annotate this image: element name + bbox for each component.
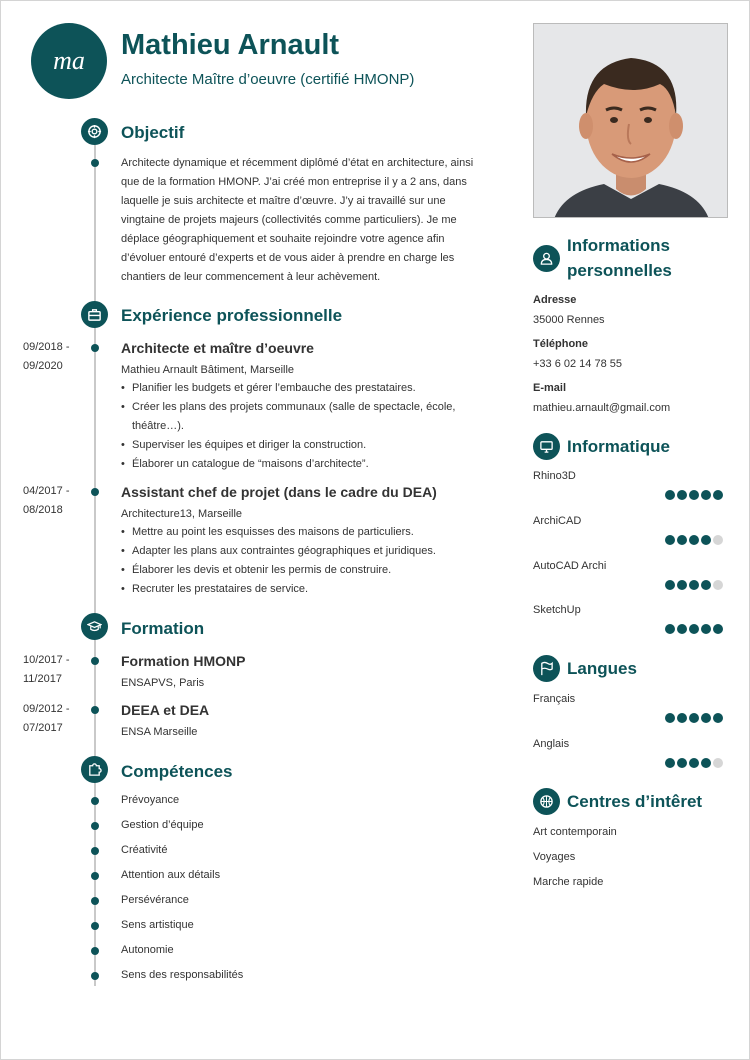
timeline-dot [91, 797, 99, 805]
job-title: Architecte et maître d’oeuvre [121, 340, 314, 356]
skill-rating [665, 624, 723, 634]
rating-dot-filled [665, 535, 675, 545]
title-line: personnelles [567, 261, 672, 280]
job-task: • Mettre au point les esquisses des maisons de particuliers. [121, 523, 491, 542]
section-title-personal [567, 233, 672, 283]
rating-dot-empty [713, 758, 723, 768]
rating-dot-empty [713, 535, 723, 545]
skill-item: Créativité [121, 844, 168, 856]
rating-dot-empty [713, 580, 723, 590]
rating-dot-filled [713, 490, 723, 500]
interest-item: Voyages [533, 851, 576, 863]
date-end: 07/2017 [23, 722, 63, 734]
formation-date [23, 651, 69, 689]
phone-label: Téléphone [533, 338, 589, 350]
job-task: • Adapter les plans aux contraintes géographiques et juridiques. [121, 542, 491, 561]
timeline-dot [91, 872, 99, 880]
skill-item: Sens artistique [121, 919, 194, 931]
rating-dot-filled [677, 490, 687, 500]
rating-dot-filled [713, 624, 723, 634]
address-label: Adresse [533, 294, 577, 306]
skill-item: Autonomie [121, 944, 174, 956]
timeline-dot [91, 159, 99, 167]
rating-dot-filled [665, 490, 675, 500]
rating-dot-filled [689, 713, 699, 723]
job-title: Assistant chef de projet (dans le cadre du DEA) [121, 484, 437, 500]
profile-photo [533, 23, 728, 218]
email-value: mathieu.arnault@gmail.com [533, 402, 671, 414]
section-title-objectif: Objectif [121, 123, 185, 142]
rating-dot-filled [701, 624, 711, 634]
section-title-langues: Langues [567, 659, 637, 678]
monitor-icon [533, 433, 560, 460]
job-company: Architecture13, Marseille [121, 508, 243, 520]
rating-dot-filled [689, 535, 699, 545]
phone-value: +33 6 02 14 78 55 [533, 358, 622, 370]
timeline-dot [91, 822, 99, 830]
job-task: • Créer les plans des projets communaux (salle de spectacle, école, théâtre…). [121, 398, 491, 436]
rating-dot-filled [677, 580, 687, 590]
rating-dot-filled [677, 758, 687, 768]
timeline-line [94, 131, 96, 986]
rating-dot-filled [665, 580, 675, 590]
rating-dot-filled [665, 713, 675, 723]
objective-text: Architecte dynamique et récemment diplômé d’état en architecture, ainsi que de la formation HMONP. J’ai créé mon entreprise il y a 2 ans, dans laquelle je suis architecte et maître d’œuvre. J’y ai travaillé sur une vingtaine de projets majeurs (collectivités comme particuliers). Je me déplace géographiquement et souhaite rejoindre votre agence afin d’évoluer entouré d’experts et de vous aider à prendre en charge les chantiers de leur commencement à leur achèvement. [121, 157, 474, 283]
software-name: AutoCAD Archi [533, 560, 607, 572]
skill-rating [665, 490, 723, 500]
degree-title: Formation HMONP [121, 653, 246, 669]
language-rating [665, 713, 723, 723]
rating-dot-filled [689, 490, 699, 500]
school-name: ENSA Marseille [121, 726, 198, 738]
initials-logo [31, 23, 107, 99]
skill-rating [665, 535, 723, 545]
rating-dot-filled [677, 535, 687, 545]
section-title-formation: Formation [121, 619, 205, 638]
language-name: Français [533, 693, 576, 705]
job-task: • Planifier les budgets et gérer l’embauche des prestataires. [121, 379, 491, 398]
initials-text: ma [53, 46, 85, 75]
timeline-dot [91, 657, 99, 665]
job-task: • Élaborer un catalogue de “maisons d’architecte”. [121, 455, 491, 474]
interest-item: Marche rapide [533, 876, 604, 888]
section-title-competences: Compétences [121, 762, 233, 781]
user-icon [533, 245, 560, 272]
timeline-dot [91, 706, 99, 714]
timeline-dot [91, 344, 99, 352]
language-name: Anglais [533, 738, 570, 750]
candidate-title: Architecte Maître d’oeuvre (certifié HMONP) [121, 71, 415, 88]
rating-dot-filled [689, 580, 699, 590]
date-start: 10/2017 - [23, 654, 70, 666]
job-tasks [121, 379, 491, 474]
job-task: • Recruter les prestataires de service. [121, 580, 491, 599]
experience-date [23, 482, 69, 520]
section-title-experience: Expérience professionnelle [121, 306, 343, 325]
skill-item: Prévoyance [121, 794, 180, 806]
flag-icon [533, 655, 560, 682]
timeline-dot [91, 847, 99, 855]
timeline-dot [91, 972, 99, 980]
date-end: 11/2017 [23, 673, 62, 685]
rating-dot-filled [701, 535, 711, 545]
email-label: E-mail [533, 382, 567, 394]
address-value: 35000 Rennes [533, 314, 605, 326]
title-line: Informations [567, 236, 670, 255]
degree-title: DEEA et DEA [121, 702, 210, 718]
rating-dot-filled [689, 624, 699, 634]
interest-item: Art contemporain [533, 826, 617, 838]
graduation-cap-icon [81, 613, 108, 640]
briefcase-icon [81, 301, 108, 328]
rating-dot-filled [713, 713, 723, 723]
software-name: ArchiCAD [533, 515, 582, 527]
rating-dot-filled [689, 758, 699, 768]
job-task: • Élaborer les devis et obtenir les permis de construire. [121, 561, 491, 580]
experience-date [23, 338, 69, 376]
skill-item: Persévérance [121, 894, 189, 906]
timeline-dot [91, 897, 99, 905]
date-end: 08/2018 [23, 504, 63, 516]
formation-date [23, 700, 69, 738]
section-title-informatique: Informatique [567, 437, 670, 456]
rating-dot-filled [701, 490, 711, 500]
language-rating [665, 758, 723, 768]
skill-item: Sens des responsabilités [121, 969, 244, 981]
portrait-illustration [534, 24, 728, 218]
job-tasks [121, 523, 491, 599]
skill-item: Attention aux détails [121, 869, 221, 881]
skill-item: Gestion d’équipe [121, 819, 204, 831]
software-name: SketchUp [533, 604, 581, 616]
rating-dot-filled [701, 713, 711, 723]
rating-dot-filled [665, 758, 675, 768]
job-task: • Superviser les équipes et diriger la construction. [121, 436, 491, 455]
timeline-dot [91, 947, 99, 955]
timeline-dot [91, 922, 99, 930]
target-icon [81, 118, 108, 145]
date-end: 09/2020 [23, 360, 63, 372]
timeline-dot [91, 488, 99, 496]
rating-dot-filled [701, 580, 711, 590]
rating-dot-filled [677, 713, 687, 723]
date-start: 09/2012 - [23, 703, 70, 715]
candidate-name: Mathieu Arnault [121, 29, 340, 61]
puzzle-icon [81, 756, 108, 783]
section-title-interets: Centres d’intêret [567, 792, 703, 811]
date-start: 04/2017 - [23, 485, 70, 497]
software-name: Rhino3D [533, 470, 576, 482]
rating-dot-filled [665, 624, 675, 634]
date-start: 09/2018 - [23, 341, 70, 353]
rating-dot-filled [677, 624, 687, 634]
job-company: Mathieu Arnault Bâtiment, Marseille [121, 364, 295, 376]
skill-rating [665, 580, 723, 590]
basketball-icon [533, 788, 560, 815]
rating-dot-filled [701, 758, 711, 768]
school-name: ENSAPVS, Paris [121, 677, 205, 689]
